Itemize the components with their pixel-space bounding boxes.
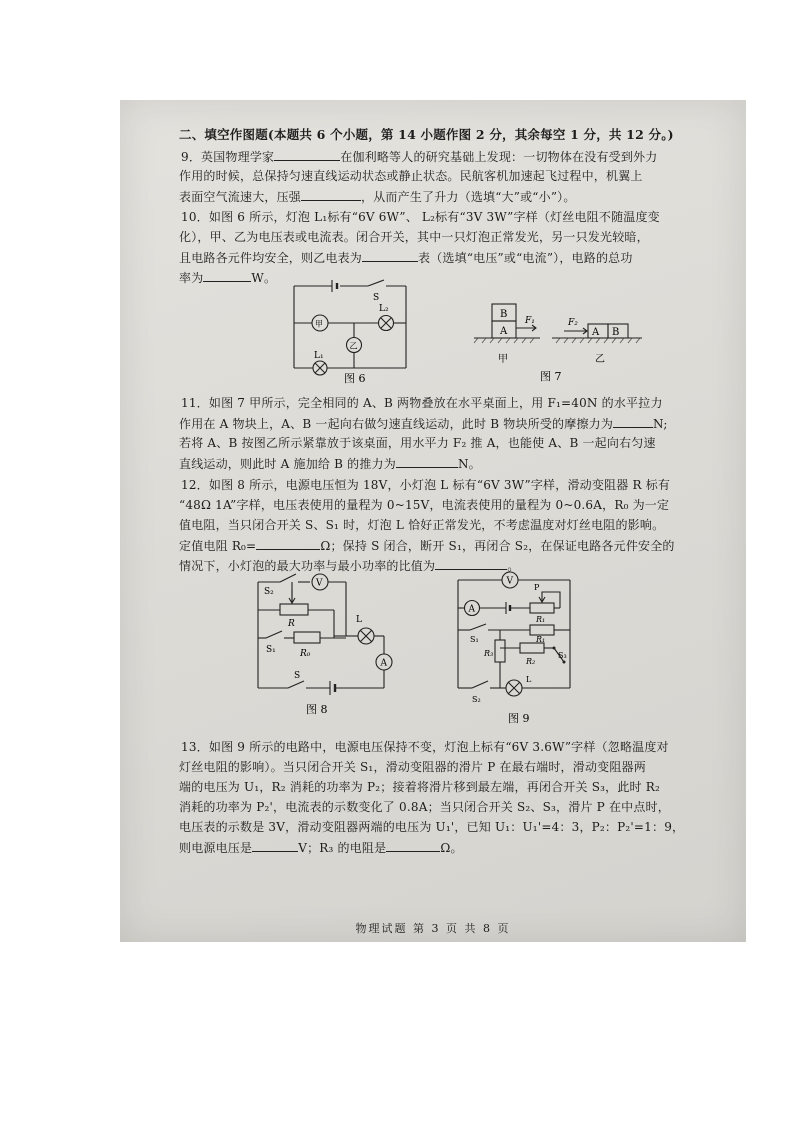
fig8-label-l: L <box>356 615 362 625</box>
fig7-label-jia: 甲 <box>498 354 508 365</box>
fig9-label-r2: R₂ <box>526 657 536 666</box>
fig7-label-f2: F₂ <box>568 318 578 328</box>
q11-line-2: 作用在 A 物块上，A、B 一起向右做匀速直线运动，此时 B 物块所受的摩擦力为 N; <box>179 417 668 431</box>
q10-line-2: 化），甲、乙为电压表或电流表。闭合开关，其中一只灯泡正常发光，另一只发光较暗， <box>179 230 649 244</box>
fig9-rheostat-r1-icon <box>530 603 554 613</box>
q12-line-5: 情况下，小灯泡的最大功率与最小功率的比值为 。 <box>179 559 520 573</box>
fig6-label-jia: 甲 <box>315 319 323 329</box>
fig9-r2-icon <box>520 643 544 653</box>
q13-line-2: 灯丝电阻的影响）。当只闭合开关 S₁，滑动变阻器的滑片 P 在最右端时，滑动变阻器两 <box>179 760 646 774</box>
q10-blank-2 <box>203 270 251 282</box>
fig6-label-s: S <box>373 293 380 303</box>
fig8-label-r0: R₀ <box>300 649 311 659</box>
q11-line-3: 若将 A、B 按图乙所示紧靠放于该桌面，用水平力 F₂ 推 A，也能使 A、B 一起向右匀速 <box>179 436 656 450</box>
q10-line-4: 率为 W。 <box>179 271 277 285</box>
q13-line-6: 则电源电压是 V；R₃ 的电阻是 Ω。 <box>179 841 463 855</box>
q10-line-1: 10．如图 6 所示，灯泡 L₁标有“6V 6W”、 L₂标有“3V 3W”字样（灯丝电阻不随温度变 <box>181 210 660 224</box>
q10-blank-1 <box>362 250 418 262</box>
section-heading: 二、填空作图题(本题共 6 个小题，第 14 小题作图 2 分，其余每空 1 分，共 12 分。) <box>179 127 674 142</box>
fig9-label-r1-lower: R₁ <box>536 635 546 644</box>
figure-9-circuit <box>450 570 600 730</box>
fig9-label-s3: S₃ <box>558 651 567 660</box>
fig7-label-f1: F₁ <box>525 316 535 326</box>
fig8-label-a: A <box>380 658 387 669</box>
fig7-label-b-side: B <box>612 327 620 338</box>
page-footer: 物理试题 第 3 页 共 8 页 <box>355 922 511 935</box>
figure-7-blocks <box>470 296 650 386</box>
fig6-label-yi: 乙 <box>349 341 358 351</box>
fig9-label-r1-upper: R₁ <box>536 615 546 624</box>
fig6-label-l2: L₂ <box>379 304 389 314</box>
fig8-rheostat-icon <box>280 604 308 615</box>
fig8-label-s2: S₂ <box>264 587 274 597</box>
q11-line-4: 直线运动，则此时 A 施加给 B 的推力为 N。 <box>179 457 481 471</box>
fig8-label-s: S <box>294 671 301 681</box>
q12-blank-1 <box>256 538 320 550</box>
fig7-label-b-top: B <box>500 309 508 320</box>
q9-blank-2 <box>301 189 361 201</box>
fig8-caption: 图 8 <box>306 703 328 716</box>
fig9-label-r3: R₃ <box>484 649 494 658</box>
fig8-label-s1: S₁ <box>266 645 276 655</box>
q9-line-1: 9．英国物理学家 在伽利略等人的研究基础上发现：一切物体在没有受到外力 <box>181 150 658 164</box>
fig7-label-yi: 乙 <box>595 354 605 365</box>
fig7-label-a-side: A <box>592 327 600 338</box>
q12-line-4: 定值电阻 R₀= Ω；保持 S 闭合，断开 S₁，再闭合 S₂，在保证电路各元件安全的 <box>179 539 675 553</box>
q13-line-3: 端的电压为 U₁，R₂ 消耗的功率为 P₂；接着将滑片移到最左端，再闭合开关 S₃，此时 R₂ <box>179 780 661 794</box>
q12-blank-2 <box>435 558 507 570</box>
fig9-label-s1: S₁ <box>470 635 479 644</box>
fig8-label-v: V <box>316 578 323 589</box>
fig9-label-l: L <box>526 675 532 684</box>
fig6-label-l1: L₁ <box>314 351 324 361</box>
fig9-r1-lower-icon <box>530 625 554 635</box>
fig9-label-v: V <box>506 576 513 587</box>
fig7-label-a-bottom: A <box>500 326 508 337</box>
fig9-r3-icon <box>495 640 505 662</box>
q12-line-1: 12．如图 8 所示，电源电压恒为 18V，小灯泡 L 标有“6V 3W”字样，滑动变阻器 R 标有 <box>181 478 671 492</box>
photographed-exam-page <box>120 100 746 942</box>
q9-line-3: 表面空气流速大，压强 ，从而产生了升力（选填“大”或“小”）。 <box>179 190 576 204</box>
fig7-caption: 图 7 <box>540 370 562 383</box>
fig9-label-s2: S₂ <box>472 695 481 704</box>
fig9-label-p: P <box>534 583 540 592</box>
q13-blank-1 <box>252 840 298 852</box>
fig8-label-r: R <box>288 619 295 629</box>
q10-line-3: 且电路各元件均安全，则乙电表为 表（选填“电压”或“电流”），电路的总功 <box>179 251 633 265</box>
q11-line-1: 11．如图 7 甲所示，完全相同的 A、B 两物叠放在水平桌面上，用 F₁=40N 的水平拉力 <box>181 396 663 410</box>
q11-blank-2 <box>396 456 458 468</box>
q12-line-3: 值电阻，当只闭合开关 S、S₁ 时，灯泡 L 恰好正常发光，不考虑温度对灯丝电阻的影响。 <box>179 518 665 532</box>
fig9-caption: 图 9 <box>508 712 530 725</box>
fig6-caption: 图 6 <box>344 372 366 385</box>
figure-6-circuit <box>288 278 418 386</box>
q9-line-2: 作用的时候，总保持匀速直线运动状态或静止状态。民航客机加速起飞过程中，机翼上 <box>179 169 643 183</box>
figure-8-circuit <box>250 570 400 720</box>
q11-blank-1 <box>613 416 653 428</box>
q13-line-4: 消耗的功率为 P₂'，电流表的示数变化了 0.8A；当只闭合开关 S₂、S₃，滑片 P 在中点时， <box>179 800 670 814</box>
fig9-label-a: A <box>468 604 475 615</box>
q9-blank-1 <box>274 149 340 161</box>
q13-line-5: 电压表的示数是 3V，滑动变阻器两端的电压为 U₁'，已知 U₁：U₁'=4：3，P₂：P₂'=1：9， <box>179 820 685 834</box>
q12-line-2: “48Ω 1A”字样，电压表使用的量程为 0~15V，电流表使用的量程为 0~0.6A，R₀ 为一定 <box>179 498 670 512</box>
q13-line-1: 13．如图 9 所示的电路中，电源电压保持不变，灯泡上标有“6V 3.6W”字样（忽略温度对 <box>181 740 669 754</box>
fig8-r0-icon <box>294 632 320 643</box>
q13-blank-2 <box>386 840 440 852</box>
